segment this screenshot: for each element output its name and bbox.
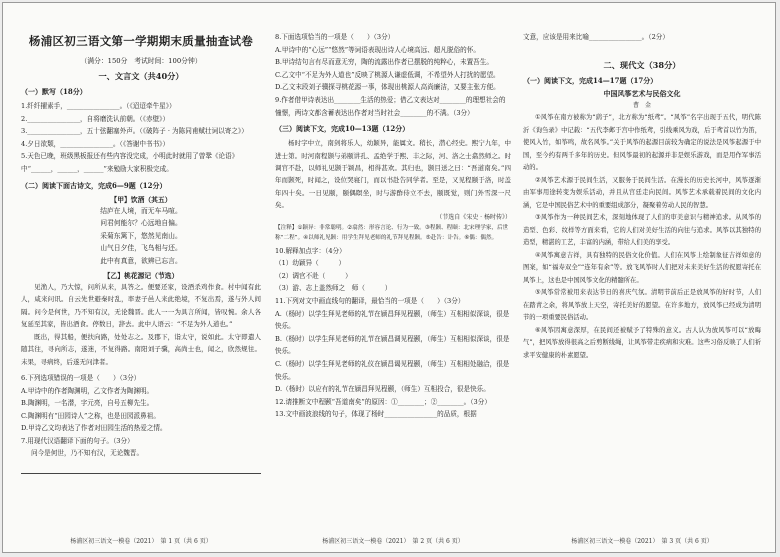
- exam-subtitle: （满分：150分 考试时间：100分钟）: [80, 57, 202, 65]
- essay-author: 曹 金: [632, 101, 651, 109]
- prose-paragraph: 既出，得其船，便扶向路，处处志之。及郡下，诣太守，说如此。太守即遣人随其往，寻向所志，遂迷，不复得路。南阳刘子骥，高尚士也，闻之，欣然规往。未果，寻病终，后遂无问津者。: [21, 332, 261, 366]
- prose-paragraph: 见渔人，乃大惊，问所从来，具答之。便要还家，设酒杀鸡作食。村中闻有此人，咸来问讯。自云先世避秦时乱，率妻子邑人来此绝境，不复出焉，遂与外人间隔。问今是何世，乃不知有汉，无论魏晋。此人一一为具言所闻，皆叹惋。余人各复延至其家，皆出酒食。停数日，辞去。此中人语云：“不足为外人道也。”: [21, 283, 261, 329]
- page-footer: 杨浦区初三语文一模卷（2021） 第 2 页（共 6 页）: [322, 538, 464, 545]
- question-10-item: （3）游、志上盖然师之 师（ ）: [275, 284, 392, 293]
- recite-question-3: 3.________________，五十弦翻塞外声。（《破阵子 · 为陈同甫赋壮词以寄之》）: [21, 127, 248, 136]
- essay-paragraph-1: ①风筝在南方被称为“鹞子”，北方称为“纸鸢”。“风筝”名字出现于五代，明代陈沂《询刍录》中记载：“五代李邺于宫中作纸鸢，引线乘风为戏，后于鸢首以竹为笛，使风入竹，如筝鸣，故名风筝。”关于风筝的起源目前较为确定的说法是风筝起源于中国，至今约有两千多年的历史。但风筝最初的起源并非是娱乐游戏，而是用作军事活动的。: [523, 114, 761, 172]
- page-column-3: [523, 3, 761, 552]
- question-7: 7.用现代汉语翻译下面的句子。（3分）: [21, 436, 134, 445]
- question-6-option-d: D.甲诗乙文均表达了作者对田园生活的热爱之情。: [21, 424, 167, 433]
- poem-title: 【甲】饮酒（其五）: [110, 195, 172, 204]
- question-6-option-a: A.甲诗中的作者陶渊明，乙文作者为陶渊明。: [21, 386, 154, 395]
- question-11-option-d: D.（杨时）以应有的礼节在颍昌拜见程颢，（师生）互相投合，很是快乐。: [275, 385, 490, 394]
- question-11: 11.下列对文中画直线句的翻译，最恰当的一项是（ ）（3分）: [275, 296, 465, 305]
- essay-paragraph-4: ④风筝寓意吉祥，具有独特的民俗文化价值。人们在风筝上绘制象征吉祥如意的图案，如“福寿双全”“连年有余”等。放飞风筝时人们把对未来美好生活的祝愿寄托在风筝上，这也是中国风筝文化的精髓所在。: [523, 251, 761, 284]
- question-8-option-a: A.甲诗中的“心远”“悠然”等词语表现出诗人心境高远、超凡脱俗的怀。: [275, 45, 480, 54]
- question-11-option-a: A.（杨时）以学生拜见老师的礼节在颍昌拜见程颢，（师生）互相相似深谈，很是快乐。: [275, 309, 510, 331]
- page-column-1: [21, 3, 261, 552]
- source-citation: （节选自《宋史 · 杨时传》）: [436, 213, 511, 221]
- page-footer: 杨浦区初三语文一模卷（2021） 第 3 页（共 6 页）: [571, 538, 713, 545]
- question-6: 6.下列选项错误的一项是（ ）（3分）: [21, 373, 141, 382]
- section-heading: （一）默写（18分）: [21, 87, 87, 96]
- question-9: 9.作者借甲诗表达出________生活的热爱；借乙文表达对________的理想社会的憧憬，两诗文都含蓄表达出作者对当时社会________的不满。（3分）: [275, 95, 506, 117]
- recite-question-2: 2.________________，自将磨洗认前朝。（《赤壁》）: [21, 114, 170, 123]
- page-footer: 杨浦区初三语文一模卷（2021） 第 1 页（共 6 页）: [70, 538, 212, 545]
- exam-sheet: [2, 2, 776, 553]
- question-12: 12.请推断文中程颢“吾道南矣”的原因：①________；②________。（3分）: [275, 397, 491, 406]
- answer-line: [21, 462, 261, 474]
- exam-title: 杨浦区初三语文第一学期期末质量抽查试卷: [28, 34, 254, 48]
- question-8-option-c: C.乙文中“不足为外人道也”反映了桃源人谦虚低调，不希望外人打扰的愿望。: [275, 70, 500, 79]
- essay-paragraph-5: ⑤风筝常常被用来表达节日的喜庆气氛。清明节前后正是放风筝的好时节，人们在踏青之余，将风筝放上天空，寄托美好的愿望。在许多地方，放风筝已经成为清明节的一项重要民俗活动。: [523, 289, 761, 322]
- poem-line: 采菊东篱下，悠然见南山。: [100, 231, 182, 240]
- poem-line: 问君何能尔？心远地自偏。: [100, 219, 182, 228]
- essay-title: 中国风筝艺术与民俗文化: [603, 88, 681, 98]
- question-8-option-d: D.乙文末段刘子骥探寻桃花源一事，体现出桃源人高尚廉洁，又要主张方便。: [275, 83, 500, 92]
- poem-line: 山气日夕佳，飞鸟相与还。: [100, 244, 182, 253]
- part-heading: 一、文言文（共40分）: [98, 71, 184, 81]
- question-11-option-b: B.（杨时）以学生拜见老师的礼节在颍昌调见程颢，（师生）互相相似深谈，很是快乐。: [275, 334, 510, 356]
- question-6-option-c: C.陶渊明有“田园诗人”之称，也是田园派鼻祖。: [21, 411, 160, 420]
- question-10: 10.解释加点字：（4分）: [275, 246, 346, 255]
- essay-paragraph-6: ⑥风筝因寓意深厚，在民间还被赋予了特殊的意义。古人认为放风筝可以“放晦气”，把风筝放得很高之后剪断线绳，让风筝带走疾病和灾难。这些习俗反映了人们祈求平安健康的朴素愿望。: [523, 326, 761, 359]
- recite-question-1: 1.纤纤擢素手，________________。（《迢迢牵牛星》）: [21, 102, 176, 110]
- question-7-sentence: 问今是何世，乃不知有汉，无论魏晋。: [31, 449, 144, 458]
- poem-line: 此中有真意，欲辨已忘言。: [100, 256, 182, 265]
- essay-paragraph-3: ③风筝作为一种民间艺术，深刻地体现了人们的审美意识与精神追求。从风筝的造型、色彩、纹样等方面来看，它的人们对美好生活的向往与追求。风筝以其独特的造型，精湛的工艺，丰富的内涵，带给人们美的享受。: [523, 214, 761, 247]
- question-8-option-b: B.甲诗结句言有尽而意无穷，陶的流露出作者已摆脱的纯粹心，未置吾生。: [275, 58, 493, 67]
- recite-question-5: 5.天色已晚，班级黑板报还有些内容没完成，小明此时就用了曾鞏《论语》中“______，______，______”来勉励大家积极完成。: [21, 152, 239, 173]
- question-10-item: （2）调官不赴（ ）: [275, 271, 352, 280]
- prose-title: 【乙】桃花源记（节选）: [103, 272, 179, 281]
- section-heading: （二）阅读下面古诗文，完成6—9题（12分）: [21, 180, 167, 190]
- prose-paragraph: 杨时字中立，南剑将乐人，幼颖异，能属文。稍长，潜心经史。熙宁九年，中进士第。时河南程颢与弟颐讲孔、孟绝学于熙、丰之际，河、洛之士翕然师之。时调官不赴，以师礼见颢于颍昌，相得甚欢。其归也，颢目送之曰：“吾道南矣。”四年而颢死，时闻之，设位哭寝门，而以书赴告同学者。至是，又见程颐于洛，时盖年四十矣。一日见颐，颐偶瞑坐，时与游酢侍立不去，颐既觉，则门外雪深一尺矣。: [275, 139, 511, 210]
- question-13: 13.文中画波浪线的句子，体现了杨时________________的品质，根据: [275, 410, 477, 419]
- annotation-notes: 【注释】①颖异：非常聪明。②翕然：形容言论、行为一致。③程颢、程颐：北宋理学家，后世称“二程”。④以师礼见颢：用学生拜见老师的礼节拜见程颢。⑤赴告：讣告。⑥偶：偶然。: [275, 224, 509, 241]
- section-heading: （三）阅读下文，完成10—13题（12分）: [275, 124, 410, 134]
- question-8: 8.下面选项恰当的一项是（ ）（3分）: [275, 33, 395, 41]
- essay-paragraph-2: ②风筝艺术源于民间生活，又服务于民间生活。在漫长的历史长河中，风筝逐渐由军事用途转变为娱乐活动，并且从宫廷走向民间。风筝艺术承载着民间的文化内涵，它是中国民俗艺术中的重要组成部分，凝聚着劳动人民的智慧。: [523, 176, 761, 209]
- part-heading: 二、现代文（38分）: [603, 59, 681, 70]
- question-10-item: （1）幼颖异（ ）: [275, 259, 346, 268]
- poem-line: 结庐在人境，而无车马喧。: [100, 206, 182, 215]
- question-13-continued: 文意，应该是用来比喻________________。（2分）: [523, 33, 669, 41]
- question-6-option-b: B.陶渊明，一名潜，字元亮，自号五柳先生。: [21, 399, 154, 408]
- question-11-option-c: C.（杨时）以学生拜见老师的礼仪在颍昌谒见程颢，（师生）互相相处融洽，很是快乐。: [275, 359, 510, 381]
- page-column-2: [275, 3, 511, 552]
- section-heading: （一）阅读下文，完成14—17题（17分）: [523, 75, 658, 85]
- recite-question-4: 4.夕日欲颓，________________。（《答谢中书书》）: [21, 139, 170, 148]
